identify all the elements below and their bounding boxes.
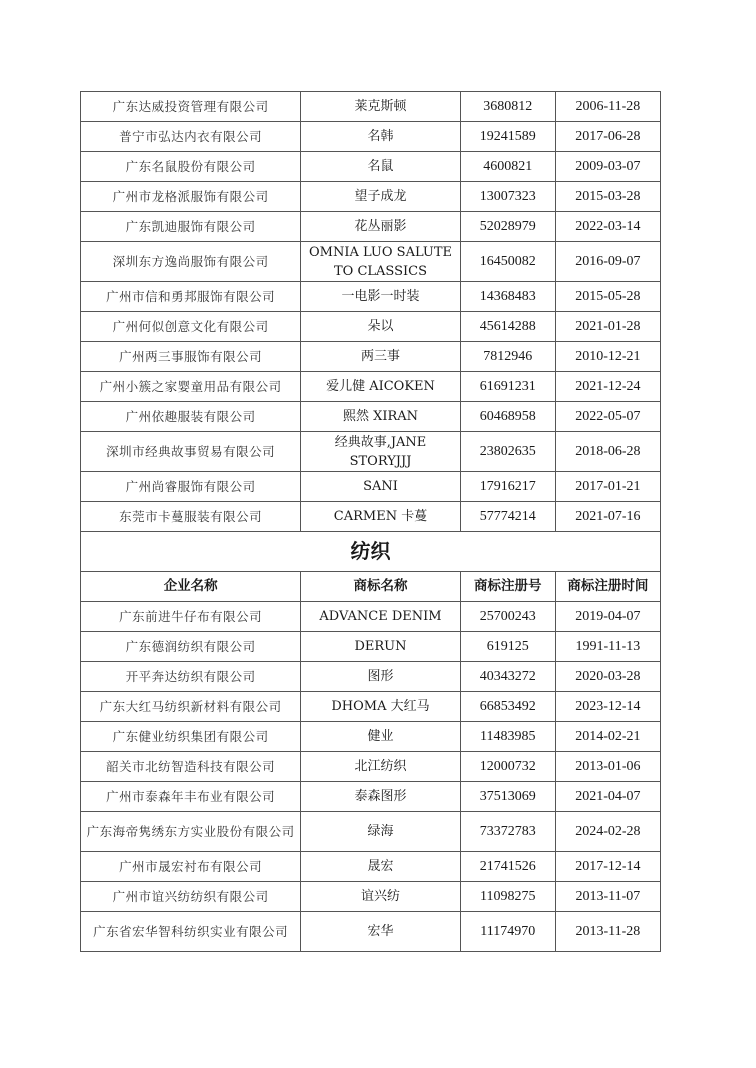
reg-no-cell: 23802635 xyxy=(460,432,555,472)
trademark-cell: 爱儿健 AICOKEN xyxy=(301,372,460,402)
textile-section xyxy=(81,532,661,602)
reg-no-cell: 25700243 xyxy=(460,602,555,632)
company-cell: 广东海帝隽绣东方实业股份有限公司 xyxy=(81,812,301,852)
table-row xyxy=(81,342,661,372)
table-row xyxy=(81,182,661,212)
trademark-cell: 泰森图形 xyxy=(301,782,460,812)
trademark-cell: 望子成龙 xyxy=(301,182,460,212)
trademark-cell: 两三事 xyxy=(301,342,460,372)
company-cell: 广东省宏华智科纺织实业有限公司 xyxy=(81,912,301,952)
reg-no-cell: 3680812 xyxy=(460,92,555,122)
reg-date-cell: 2015-03-28 xyxy=(555,182,660,212)
table-row xyxy=(81,692,661,722)
apparel-rows xyxy=(81,92,661,532)
table-row xyxy=(81,632,661,662)
company-cell: 广州市谊兴纺纺织有限公司 xyxy=(81,882,301,912)
company-cell: 广东前进牛仔布有限公司 xyxy=(81,602,301,632)
company-cell: 广州依趣服装有限公司 xyxy=(81,402,301,432)
trademark-cell: 莱克斯顿 xyxy=(301,92,460,122)
table-row xyxy=(81,662,661,692)
reg-date-cell: 2024-02-28 xyxy=(555,812,660,852)
reg-no-cell: 12000732 xyxy=(460,752,555,782)
company-cell: 深圳市经典故事贸易有限公司 xyxy=(81,432,301,472)
table-row xyxy=(81,812,661,852)
header-reg-date: 商标注册时间 xyxy=(555,572,660,602)
table-row xyxy=(81,912,661,952)
reg-no-cell: 37513069 xyxy=(460,782,555,812)
reg-date-cell: 2016-09-07 xyxy=(555,242,660,282)
reg-no-cell: 11098275 xyxy=(460,882,555,912)
table-row xyxy=(81,882,661,912)
reg-date-cell: 2006-11-28 xyxy=(555,92,660,122)
trademark-cell: 绿海 xyxy=(301,812,460,852)
reg-date-cell: 2013-11-28 xyxy=(555,912,660,952)
reg-date-cell: 2020-03-28 xyxy=(555,662,660,692)
company-cell: 开平奔达纺织有限公司 xyxy=(81,662,301,692)
trademark-cell: 晟宏 xyxy=(301,852,460,882)
table-row xyxy=(81,432,661,472)
reg-date-cell: 2014-02-21 xyxy=(555,722,660,752)
trademark-cell: 花丛丽影 xyxy=(301,212,460,242)
company-cell: 广东名鼠股份有限公司 xyxy=(81,152,301,182)
table-row xyxy=(81,312,661,342)
reg-no-cell: 21741526 xyxy=(460,852,555,882)
section-title-row xyxy=(81,532,661,572)
company-cell: 广州市龙格派服饰有限公司 xyxy=(81,182,301,212)
company-cell: 深圳东方逸尚服饰有限公司 xyxy=(81,242,301,282)
reg-no-cell: 45614288 xyxy=(460,312,555,342)
table-row xyxy=(81,212,661,242)
header-reg-no: 商标注册号 xyxy=(460,572,555,602)
reg-date-cell: 2019-04-07 xyxy=(555,602,660,632)
table-row xyxy=(81,282,661,312)
reg-no-cell: 14368483 xyxy=(460,282,555,312)
reg-date-cell: 2017-01-21 xyxy=(555,472,660,502)
reg-date-cell: 2021-07-16 xyxy=(555,502,660,532)
trademark-cell: 朵以 xyxy=(301,312,460,342)
table-row xyxy=(81,502,661,532)
company-cell: 广州两三事服饰有限公司 xyxy=(81,342,301,372)
trademark-cell: 名韩 xyxy=(301,122,460,152)
trademark-cell: 熙然 XIRAN xyxy=(301,402,460,432)
reg-no-cell: 16450082 xyxy=(460,242,555,282)
reg-date-cell: 2017-06-28 xyxy=(555,122,660,152)
trademark-table xyxy=(80,91,661,952)
trademark-cell: ADVANCE DENIM xyxy=(301,602,460,632)
reg-date-cell: 2013-11-07 xyxy=(555,882,660,912)
table-row xyxy=(81,722,661,752)
reg-date-cell: 2018-06-28 xyxy=(555,432,660,472)
reg-no-cell: 13007323 xyxy=(460,182,555,212)
trademark-cell: SANI xyxy=(301,472,460,502)
table-row xyxy=(81,242,661,282)
company-cell: 东莞市卡蔓服装有限公司 xyxy=(81,502,301,532)
reg-no-cell: 4600821 xyxy=(460,152,555,182)
company-cell: 广州市信和勇邦服饰有限公司 xyxy=(81,282,301,312)
trademark-cell: 宏华 xyxy=(301,912,460,952)
reg-no-cell: 66853492 xyxy=(460,692,555,722)
reg-date-cell: 2010-12-21 xyxy=(555,342,660,372)
reg-date-cell: 1991-11-13 xyxy=(555,632,660,662)
reg-no-cell: 11174970 xyxy=(460,912,555,952)
table-row xyxy=(81,852,661,882)
reg-date-cell: 2009-03-07 xyxy=(555,152,660,182)
reg-date-cell: 2015-05-28 xyxy=(555,282,660,312)
textile-rows xyxy=(81,602,661,952)
trademark-cell: 谊兴纺 xyxy=(301,882,460,912)
company-cell: 广州市泰森年丰布业有限公司 xyxy=(81,782,301,812)
reg-no-cell: 60468958 xyxy=(460,402,555,432)
company-cell: 广东达威投资管理有限公司 xyxy=(81,92,301,122)
company-cell: 广东凯迪服饰有限公司 xyxy=(81,212,301,242)
trademark-cell: 北江纺织 xyxy=(301,752,460,782)
table-row xyxy=(81,472,661,502)
reg-no-cell: 52028979 xyxy=(460,212,555,242)
reg-no-cell: 17916217 xyxy=(460,472,555,502)
table-row xyxy=(81,782,661,812)
column-header-row xyxy=(81,572,661,602)
table-row xyxy=(81,602,661,632)
reg-date-cell: 2021-01-28 xyxy=(555,312,660,342)
reg-date-cell: 2022-03-14 xyxy=(555,212,660,242)
company-cell: 广东德润纺织有限公司 xyxy=(81,632,301,662)
table-row xyxy=(81,92,661,122)
trademark-cell: 一电影一时装 xyxy=(301,282,460,312)
reg-date-cell: 2021-12-24 xyxy=(555,372,660,402)
section-title: 纺织 xyxy=(81,532,661,572)
table-row xyxy=(81,372,661,402)
trademark-cell: CARMEN 卡蔓 xyxy=(301,502,460,532)
header-trademark: 商标名称 xyxy=(301,572,460,602)
reg-date-cell: 2023-12-14 xyxy=(555,692,660,722)
reg-no-cell: 7812946 xyxy=(460,342,555,372)
reg-date-cell: 2021-04-07 xyxy=(555,782,660,812)
reg-no-cell: 19241589 xyxy=(460,122,555,152)
company-cell: 广东大红马纺织新材料有限公司 xyxy=(81,692,301,722)
table-row xyxy=(81,402,661,432)
trademark-cell: 名鼠 xyxy=(301,152,460,182)
table-row xyxy=(81,152,661,182)
reg-no-cell: 61691231 xyxy=(460,372,555,402)
company-cell: 广州小簇之家婴童用品有限公司 xyxy=(81,372,301,402)
reg-no-cell: 57774214 xyxy=(460,502,555,532)
reg-date-cell: 2017-12-14 xyxy=(555,852,660,882)
trademark-cell: OMNIA LUO SALUTE TO CLASSICS xyxy=(301,242,460,282)
reg-no-cell: 619125 xyxy=(460,632,555,662)
reg-no-cell: 11483985 xyxy=(460,722,555,752)
company-cell: 广州何似创意文化有限公司 xyxy=(81,312,301,342)
reg-no-cell: 73372783 xyxy=(460,812,555,852)
header-company: 企业名称 xyxy=(81,572,301,602)
company-cell: 广州尚睿服饰有限公司 xyxy=(81,472,301,502)
reg-date-cell: 2013-01-06 xyxy=(555,752,660,782)
trademark-cell: DHOMA 大红马 xyxy=(301,692,460,722)
trademark-cell: 健业 xyxy=(301,722,460,752)
trademark-cell: 图形 xyxy=(301,662,460,692)
reg-no-cell: 40343272 xyxy=(460,662,555,692)
trademark-cell: DERUN xyxy=(301,632,460,662)
company-cell: 广东健业纺织集团有限公司 xyxy=(81,722,301,752)
company-cell: 韶关市北纺智造科技有限公司 xyxy=(81,752,301,782)
company-cell: 普宁市弘达内衣有限公司 xyxy=(81,122,301,152)
company-cell: 广州市晟宏衬布有限公司 xyxy=(81,852,301,882)
table-row xyxy=(81,122,661,152)
table-row xyxy=(81,752,661,782)
reg-date-cell: 2022-05-07 xyxy=(555,402,660,432)
trademark-cell: 经典故事,JANE STORYJJJ xyxy=(301,432,460,472)
